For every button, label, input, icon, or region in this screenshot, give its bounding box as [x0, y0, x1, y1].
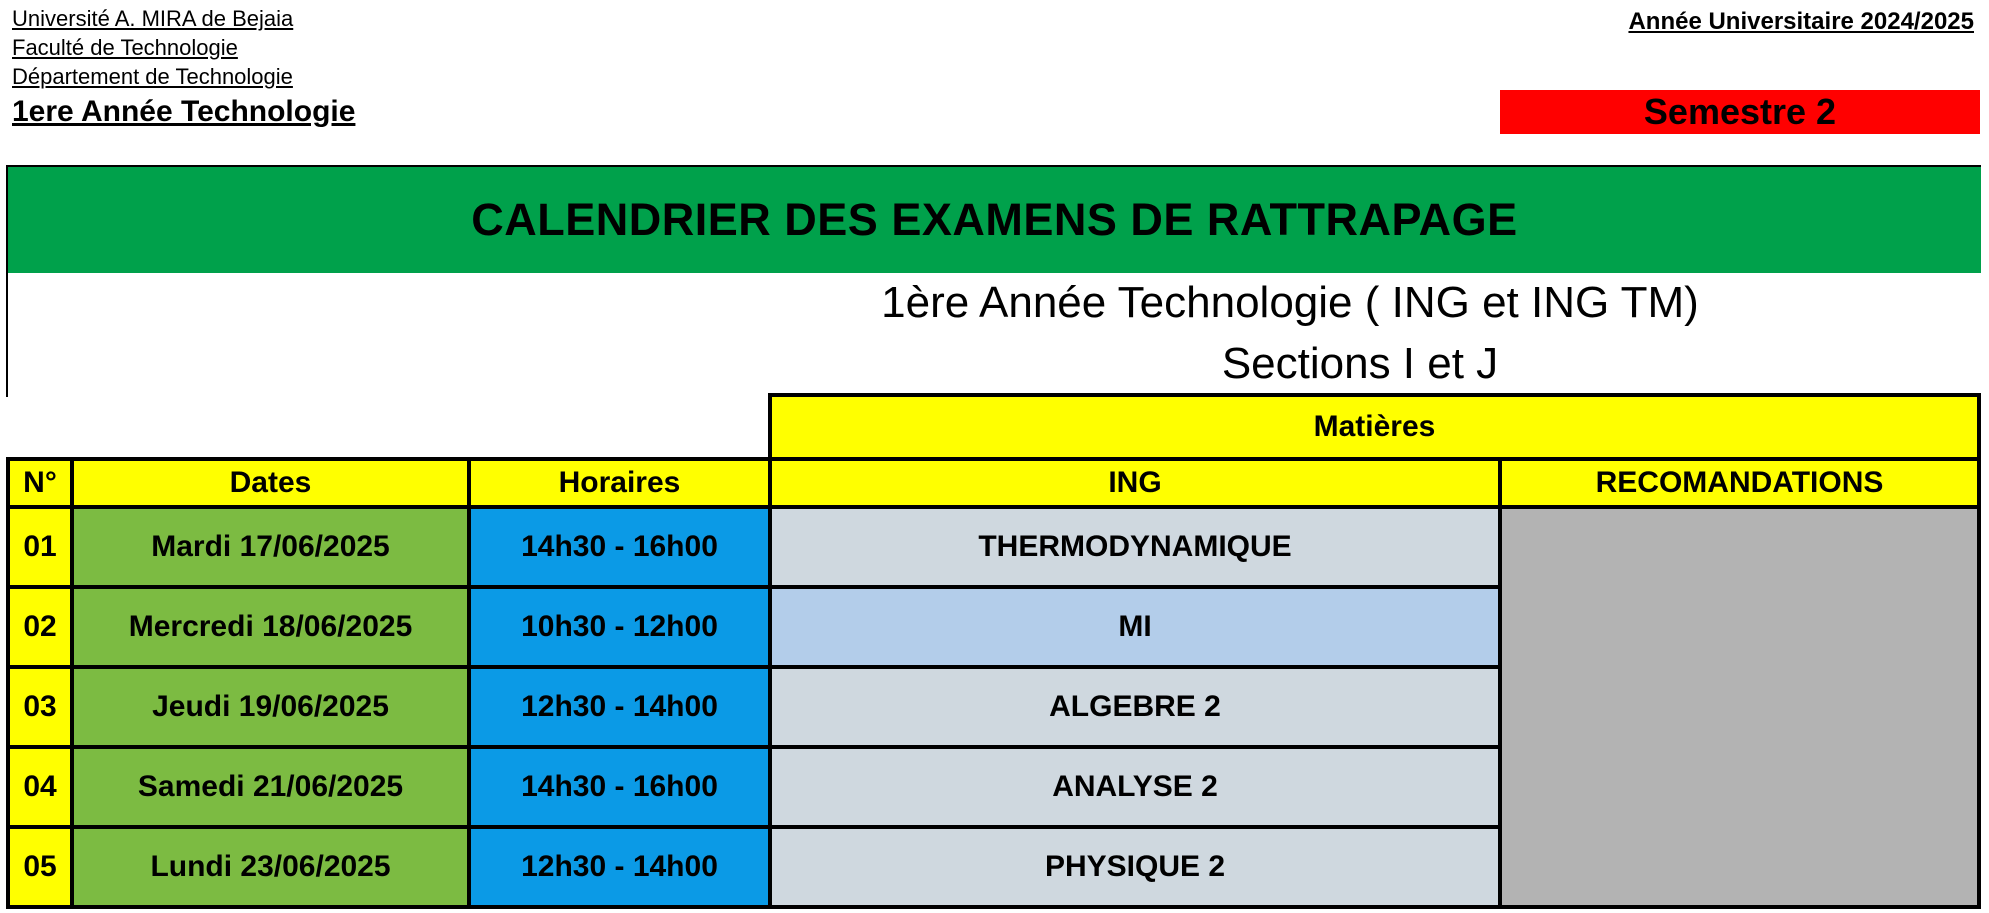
- col-header-recommendations: RECOMANDATIONS: [1500, 459, 1979, 507]
- exam-date: Samedi 21/06/2025: [72, 747, 469, 827]
- exam-hours: 12h30 - 14h00: [469, 827, 770, 907]
- university-name: Université A. MIRA de Bejaia: [12, 6, 294, 31]
- exam-date: Jeudi 19/06/2025: [72, 667, 469, 747]
- exam-date: Mardi 17/06/2025: [72, 507, 469, 587]
- row-number: 05: [8, 827, 72, 907]
- table-row: [8, 507, 1979, 587]
- exam-subject: ANALYSE 2: [770, 747, 1500, 827]
- recommendations-cell: [1500, 507, 1979, 907]
- exam-date: Lundi 23/06/2025: [72, 827, 469, 907]
- col-header-number: N°: [8, 459, 72, 507]
- exam-hours: 14h30 - 16h00: [469, 747, 770, 827]
- row-number: 04: [8, 747, 72, 827]
- exam-hours: 12h30 - 14h00: [469, 667, 770, 747]
- row-number: 02: [8, 587, 72, 667]
- exam-schedule-table: [6, 393, 1981, 909]
- group-header-row: [8, 395, 1979, 459]
- col-header-subject: ING: [770, 459, 1500, 507]
- exam-hours: 10h30 - 12h00: [469, 587, 770, 667]
- semester-badge: Semestre 2: [1500, 90, 1980, 134]
- sections-subtitle: Sections I et J: [1221, 339, 1499, 388]
- col-header-hours: Horaires: [469, 459, 770, 507]
- program-subtitle: 1ère Année Technologie ( ING et ING TM): [881, 278, 1699, 327]
- row-number: 01: [8, 507, 72, 587]
- exam-hours: 14h30 - 16h00: [469, 507, 770, 587]
- exam-subject: MI: [770, 587, 1500, 667]
- row-number: 03: [8, 667, 72, 747]
- exam-subject: THERMODYNAMIQUE: [770, 507, 1500, 587]
- department-name: Département de Technologie: [12, 64, 293, 89]
- level-title: 1ere Année Technologie: [12, 95, 356, 128]
- col-header-dates: Dates: [72, 459, 469, 507]
- faculty-name: Faculté de Technologie: [12, 35, 238, 60]
- column-header-row: [8, 459, 1979, 507]
- exam-subject: ALGEBRE 2: [770, 667, 1500, 747]
- table-spacer: [8, 395, 770, 459]
- subjects-group-header: Matières: [770, 395, 1979, 459]
- exam-date: Mercredi 18/06/2025: [72, 587, 469, 667]
- exam-calendar-banner: CALENDRIER DES EXAMENS DE RATTRAPAGE: [8, 167, 1981, 273]
- exam-subject: PHYSIQUE 2: [770, 827, 1500, 907]
- academic-year: Année Universitaire 2024/2025: [1628, 8, 1974, 35]
